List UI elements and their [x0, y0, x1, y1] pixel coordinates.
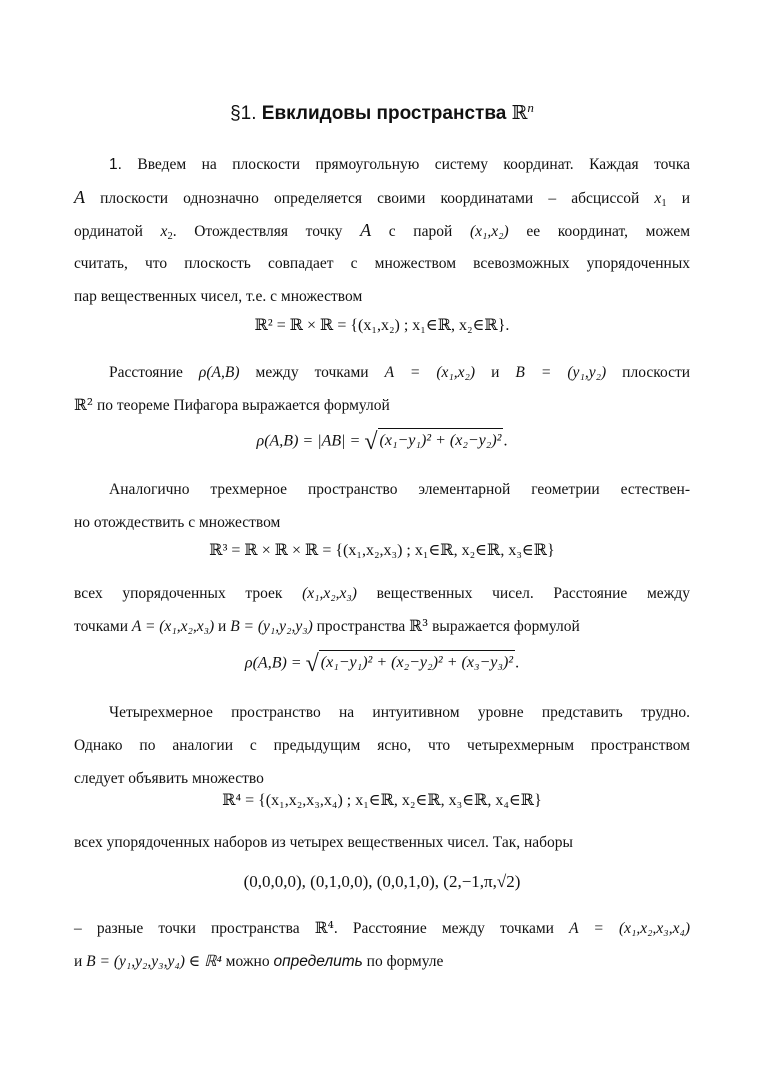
- p1-line-3: ординатой $x_2$. Отождествляя точку A с парой (x₁,x₂) ее координат, можем: [74, 220, 691, 242]
- paragraph-7: [74, 912, 690, 978]
- title-symbol: ℝ: [511, 102, 528, 124]
- p1-line-4: считать, что плоскость совпадает с множеством всевозможных упорядоченных: [74, 255, 690, 272]
- p5-line-2: Однако по аналогии с предыдущим ясно, что четырехмерным пространством: [74, 737, 690, 754]
- p3-line-2: но отождествить с множеством: [74, 514, 281, 531]
- paragraph-2: [74, 356, 690, 422]
- sqrt-2d: √ (x₁−y₁)² + (x₂−y₂)²: [364, 429, 502, 455]
- p7-line-1: – разные точки пространства ℝ⁴. Расстояние между точками A = (x₁,x₂,x₃,x₄): [74, 919, 691, 937]
- paragraph-4: [74, 577, 690, 643]
- paragraph-6: [74, 826, 690, 859]
- radical-sign-icon: √: [305, 651, 319, 677]
- title-exponent: n: [527, 100, 534, 115]
- document-page: [74, 0, 690, 1079]
- p1-line-1: 1. Введем на плоскости прямоугольную систему координат. Каждая точка: [109, 156, 691, 173]
- formula-points: (0,0,0,0), (0,1,0,0), (0,0,1,0), (2,−1,π,√2): [243, 872, 521, 891]
- p7-line-2: и B = (y₁,y₂,y₃,y₄) ∈ ℝ⁴ можно определить по формуле: [74, 953, 444, 970]
- section-title-text: Евклидовы пространства: [261, 103, 507, 124]
- p2-line-2: ℝ² по теореме Пифагора выражается формулой: [74, 396, 390, 414]
- p1-line-5: пар вещественных чисел, т.е. с множеством: [74, 288, 363, 305]
- sqrt-3d: √ (x₁−y₁)² + (x₂−y₂)² + (x₃−y₃)²: [305, 651, 514, 677]
- p4-line-1: всех упорядоченных троек (x₁,x₂,x₃) вещественных чисел. Расстояние между: [74, 585, 690, 602]
- formula-r2: ℝ² = ℝ × ℝ = {(x₁,x₂) ; x₁∈ℝ, x₂∈ℝ}.: [254, 317, 510, 334]
- radical-sign-icon: √: [364, 429, 378, 455]
- paragraph-1: [74, 148, 690, 313]
- section-title: [74, 100, 690, 125]
- formula-distance-3d: ρ(A,B) = √ (x₁−y₁)² + (x₂−y₂)² + (x₃−y₃)² .: [244, 651, 520, 677]
- p5-line-3: следует объявить множество: [74, 770, 264, 787]
- p5-line-1: Четырехмерное пространство на интуитивном уровне представить трудно.: [109, 704, 690, 721]
- formula-distance-2d: ρ(A,B) = |AB| = √ (x₁−y₁)² + (x₂−y₂)² .: [256, 429, 508, 455]
- formula-r4: ℝ⁴ = {(x₁,x₂,x₃,x₄) ; x₁∈ℝ, x₂∈ℝ, x₃∈ℝ, x₄∈ℝ}: [222, 792, 542, 809]
- section-number: §1.: [230, 103, 257, 124]
- p6-line-1: всех упорядоченных наборов из четырех вещественных чисел. Так, наборы: [74, 834, 573, 851]
- p2-line-1: Расстояние ρ(A,B) между точками A = (x₁,x₂) и B = (y₁,y₂) плоскости: [109, 364, 691, 381]
- p3-line-1: Аналогично трехмерное пространство элементарной геометрии естествен-: [109, 481, 690, 498]
- p1-line-2: A плоскости однозначно определяется своими координатами – абсциссой $x_1$ и: [74, 187, 690, 209]
- formula-r3: ℝ³ = ℝ × ℝ × ℝ = {(x₁,x₂,x₃) ; x₁∈ℝ, x₂∈ℝ, x₃∈ℝ}: [209, 542, 555, 559]
- paragraph-5: [74, 696, 690, 795]
- paragraph-3: [74, 473, 690, 539]
- p4-line-2: точками A = (x₁,x₂,x₃) и B = (y₁,y₂,y₃) пространства ℝ³ выражается формулой: [74, 617, 580, 635]
